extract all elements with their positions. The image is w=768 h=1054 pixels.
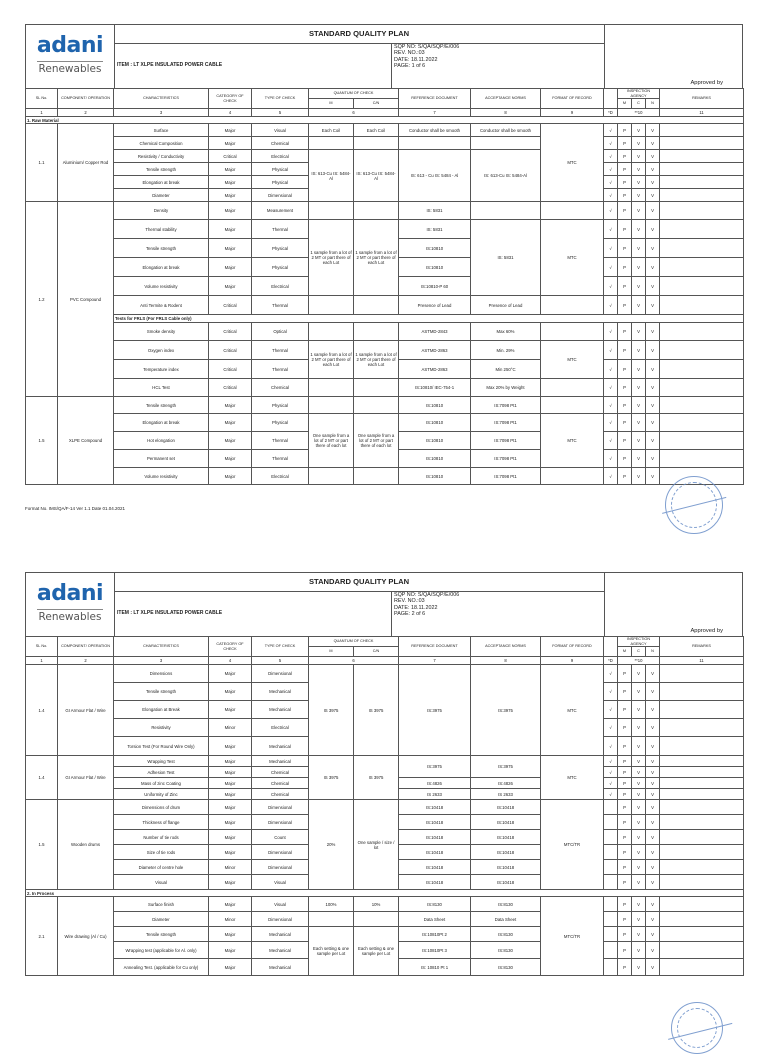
table-row: Elongation at break Major Physical One sample from a lot of 2 MT or part there of each lot One sample from a lot of 2 MT or part there of each lot IS:10810 IS:7098 Pt1 MTC √ P V V: [26, 414, 744, 432]
section-in-process: 2. In Process: [26, 890, 744, 897]
col-category: CATEGORY OF CHECK: [209, 89, 252, 109]
col-type: TYPE OF CHECK: [252, 89, 309, 109]
page-header: [25, 572, 743, 636]
logo-division: Renewables: [38, 63, 102, 75]
table-row: 2.1 Wire drawing (Al / Cu) Surface finish Major Visual 100% 10% IS:8130 IS:8130 MTC/TR P V V: [26, 897, 744, 912]
table-row: Volume resistivity Major Electrical IS:10810 IS:7098 Pt1 √ P V V: [26, 468, 744, 485]
table-row: Diameter Minor Dimensional Data Sheet Data Sheet P V V: [26, 912, 744, 927]
table-row: Volume resistivity Major Electrical IS:10810-P 60 √ P V V: [26, 277, 744, 296]
table-row: Mass of zinc Coating Major Chemical IS:4826 IS:4826 √ P V V: [26, 778, 744, 789]
col-remarks: REMARKS: [660, 89, 744, 109]
table-row: 1.4 GI Armour Flat / Wire Wrapping Test Major Mechanical IS 3975 IS 3975 IS:3975 IS:3975 MTC √ P V V: [26, 756, 744, 767]
table-row: Uniformity of Zinc Major Chemical IS 2633 IS 2633 √ P V V: [26, 789, 744, 800]
table-row: Diameter of centre hole Minor Dimensional IS:10418 IS:10418 P V V: [26, 860, 744, 875]
approved-by-label: Approved by: [690, 80, 723, 86]
document-meta: [392, 44, 606, 70]
logo-brand: adani: [36, 33, 104, 58]
table-row: Resistivity / Conductivity Critical Electrical IS: 613-Cu IS: 5484-Al IS: 613-Cu IS: 5484-Al IS: 613 - Cu IS: 5484 - Al IS: 613-Cu IS: 5484-Al √ P V V: [26, 150, 744, 163]
col-ref-doc: REFERENCE DOCUMENT: [399, 89, 471, 109]
logo-division: Renewables: [38, 611, 102, 623]
table-row: Torsion Test (For Round Wire Only) Major Mechanical √ P V V: [26, 737, 744, 756]
table-row: Permanent set Major Thermal IS:10810 IS:7098 Pt1 √ P V V: [26, 450, 744, 468]
col-record: FORMAT OF RECORD: [541, 89, 604, 109]
document-date: DATE: 18.11.2022: [394, 56, 438, 63]
table-row: Smoke density Critical Optical ASTMD-2843 Max 60% √ P V V: [26, 323, 744, 341]
table-row: Tensile strength Major Physical IS:10810 √ P V V: [26, 239, 744, 258]
table-row: Size of tie rods Major Dimensional IS:10418 IS:10418 P V V: [26, 845, 744, 860]
col-record: FORMAT OF RECORD: [541, 637, 604, 657]
table-row: 1.1 Aluminium/ Copper Rod Surface Major Visual Each Coil Each Coil Conductor shall be smooth Conductor shall be smooth MTC √ P V V: [26, 124, 744, 137]
table-row: Tensile strength Major Physical √ P V V: [26, 163, 744, 176]
logo-brand: adani: [36, 581, 104, 606]
table-row: Diameter Major Dimensional √ P V V: [26, 189, 744, 202]
col-ia-n: N: [646, 99, 660, 109]
approval-box: [604, 25, 745, 88]
quality-plan-table: SL No. COMPONENT/ OPERATION CHARACTERISTICS CATEGORY OF CHECK TYPE OF CHECK QUANTUM OF CHECK REFERENCE DOCUMENT ACCEPTANCE NORMS FORMAT OF RECORD INSPECTION AGENCY REMARKS M C/N M C N 1 2 3 4 5 6 7 8 9 *D **10 11 1.4 GI Armour Flat / Wire Dimensions Major Dimensional IS 3975 IS 3975 IS:3975 IS:3975 MTC √ P V V Tensile strength Major Mechanical √ P V V Elongation at Break Major Mechanical √ P V V Resistivity Minor Electrical √ P V V Torsion Test (For Round Wire Only) Major Mechanical √ P V V 1.4 GI Armour Flat / Wire Wrapping Test Major Mechanical IS 3975 IS 3975 IS:3975 IS:3975 MTC √ P V V Adhesion Test Major Chemical √ P V V Mass of zinc Coating Major Chemical IS:4826 IS:4826 √ P V V Uniformity of Zinc Major Chemical IS 2633 IS 2633 √ P V V 1.5 Wooden drums Dimensions of drum Major Dimensional 20% One sample / size / lot IS:10418 IS:10418 MTC/TR P V V Thickness of flange Major Dimensional IS:10418 IS:10418 P V V Number of tie rods Major Count IS:10418 IS:10418 P V V Size of tie rods Major Dimensional IS:10418 IS:10418 P V V Diameter of centre hole Minor Dimensional IS:10418 IS:10418 P V V Visual Major Visual IS:10418 IS:10418 P V V 2. In Process 2.1 Wire drawing (Al / Cu) Surface finish Major Visual 100% 10% IS:8130 IS:8130 MTC/TR P V V Diameter Minor Dimensional Data Sheet Data Sheet P V V Tensile strength Major Mechanical Each setting & one sample per Lot Each setting & one sample per Lot IS:10810Pt 2 IS:8130 P V V Wrapping test (applicable for Al. only) Major Mechanical IS:10810Pt 3 IS:8130 P V V Annealing Test. (applicable for Cu only) Major Mechanical IS: 10810 Pt 1 IS:8130 P V V: [25, 636, 744, 976]
col-remarks: REMARKS: [660, 637, 744, 657]
col-quantum: QUANTUM OF CHECK: [309, 89, 399, 99]
col-acceptance: ACCEPTANCE NORMS: [471, 637, 541, 657]
col-sl: SL No.: [26, 89, 58, 109]
sqp-number: SQP NO: S/QA/SQP/E/006: [394, 592, 460, 598]
col-ia-c: C: [632, 647, 646, 657]
frls-subheader: Tests for FRLS (For FRLS Cable only): [114, 315, 744, 323]
section-raw-material: 1. Raw Material: [26, 117, 744, 124]
col-inspection: INSPECTION AGENCY: [618, 89, 660, 99]
table-row: Number of tie rods Major Count IS:10418 IS:10418 P V V: [26, 830, 744, 845]
col-ia-m: M: [618, 647, 632, 657]
table-row: Wrapping test (applicable for Al. only) Major Mechanical IS:10810Pt 3 IS:8130 P V V: [26, 942, 744, 959]
table-row: Tensile strength Major Mechanical √ P V V: [26, 683, 744, 701]
plan-title: STANDARD QUALITY PLAN: [114, 25, 604, 44]
approval-box: [604, 573, 745, 636]
table-row: 1.5 Wooden drums Dimensions of drum Major Dimensional 20% One sample / size / lot IS:10418 IS:10418 MTC/TR P V V: [26, 800, 744, 815]
table-row: 1.5 XLPE Compound Tensile strength Major Physical IS:10810 IS:7098 Pt1 √ P V V: [26, 397, 744, 414]
col-acceptance: ACCEPTANCE NORMS: [471, 89, 541, 109]
table-row: Elongation at Break Major Mechanical √ P V V: [26, 701, 744, 719]
qap-page-2: [25, 572, 743, 976]
table-row: Thermal stability Major Thermal 1 sample from a lot of 2 MT or part there of each Lot 1 sample from a lot of 2 MT or part there of each Lot IS: 5831 IS: 5831 MTC √ P V V: [26, 220, 744, 239]
col-ia-n: N: [646, 647, 660, 657]
page-header: [25, 24, 743, 88]
approved-by-label: Approved by: [690, 628, 723, 634]
approval-stamp: [671, 1002, 723, 1054]
table-row: Elongation at break Major Physical IS:10810 √ P V V: [26, 258, 744, 277]
col-quantum-cn: C/N: [354, 99, 399, 109]
format-number: Format No. IMS/QA/F-14 Ver 1.1 Date 01.04.2021: [25, 506, 126, 511]
item-title: ITEM : LT XLPE INSULATED POWER CABLE: [114, 591, 392, 636]
company-logo: [26, 25, 115, 88]
quality-plan-table: SL No. COMPONENT/ OPERATION CHARACTERISTICS CATEGORY OF CHECK TYPE OF CHECK QUANTUM OF CHECK REFERENCE DOCUMENT ACCEPTANCE NORMS FORMAT OF RECORD INSPECTION AGENCY REMARKS M C/N M C N 1 2 3 4 5 6 7 8 9 *D **10 11 1. Raw Material 1.1 Aluminium/ Copper Rod Surface Major Visual Each Coil Each Coil Conductor shall be smooth Conductor shall be smooth MTC √ P V V Chemical Composition Major Chemical √ P V V Resistivity / Conductivity Critical Electrical IS: 613-Cu IS: 5484-Al IS: 613-Cu IS: 5484-Al IS: 613 - Cu IS: 5484 - Al IS: 613-Cu IS: 5484-Al √ P V V Tensile strength Major Physical √ P V V Elongation at break Major Physical √ P V V Diameter Major Dimensional √ P V V 1.2 PVC Compound Density Major Measurement IS: 5831 √ P V V Thermal stability Major Thermal 1 sample from a lot of 2 MT or part there of each Lot 1 sample from a lot of 2 MT or part there of each Lot IS: 5831 IS: 5831 MTC √ P V V Tensile strength Major Physical IS:10810 √ P V V Elongation at break Major Physical IS:10810 √ P V V Volume resistivity Major Electrical IS:10810-P 60 √ P V V Anti Termite & Rodent Critical Thermal Presence of Lead Presence of Lead √ P V V Tests for FRLS (For FRLS Cable only) Smoke density Critical Optical ASTMD-2843 Max 60% √ P V V Oxygen index Critical Thermal 1 sample from a lot of 2 MT or part there of each Lot 1 sample from a lot of 2 MT or part there of each Lot ASTMD-2863 Min. 29% MTC √ P V V Temperature index Critical Thermal ASTMD-2863 Min 250°C √ P V V HCL Test Critical Chemical IS:10810/ IEC-754-1 Max 20% by Weight √ P V V 1.5 XLPE Compound Tensile strength Major Physical IS:10810 IS:7098 Pt1 √ P V V Elongation at break Major Physical One sample from a lot of 2 MT or part there of each lot One sample from a lot of 2 MT or part there of each lot IS:10810 IS:7098 Pt1 MTC √ P V V Hot elongation Major Thermal IS:10810 IS:7098 Pt1 √ P V V Permanent set Major Thermal IS:10810 IS:7098 Pt1 √ P V V Volume resistivity Major Electrical IS:10810 IS:7098 Pt1 √ P V V: [25, 88, 744, 485]
table-row: 1.4 GI Armour Flat / Wire Dimensions Major Dimensional IS 3975 IS 3975 IS:3975 IS:3975 MTC √ P V V: [26, 665, 744, 683]
col-sl: SL No.: [26, 637, 58, 657]
col-quantum-m: M: [309, 647, 354, 657]
col-inspection: INSPECTION AGENCY: [618, 637, 660, 647]
col-ia-c: C: [632, 99, 646, 109]
document-date: DATE: 18.11.2022: [394, 604, 438, 611]
table-row: HCL Test Critical Chemical IS:10810/ IEC-754-1 Max 20% by Weight √ P V V: [26, 379, 744, 397]
document-meta: [392, 592, 606, 618]
table-row: Tensile strength Major Mechanical Each setting & one sample per Lot Each setting & one sample per Lot IS:10810Pt 2 IS:8130 P V V: [26, 927, 744, 942]
table-row: Hot elongation Major Thermal IS:10810 IS:7098 Pt1 √ P V V: [26, 432, 744, 450]
table-row: Oxygen index Critical Thermal 1 sample from a lot of 2 MT or part there of each Lot 1 sample from a lot of 2 MT or part there of each Lot ASTMD-2863 Min. 29% MTC √ P V V: [26, 341, 744, 360]
revision-number: REV. NO.:03: [394, 598, 425, 605]
table-row: Anti Termite & Rodent Critical Thermal Presence of Lead Presence of Lead √ P V V: [26, 296, 744, 315]
sqp-number: SQP NO: S/QA/SQP/E/006: [394, 44, 460, 50]
col-characteristics: CHARACTERISTICS: [114, 637, 209, 657]
col-type: TYPE OF CHECK: [252, 637, 309, 657]
table-row: Elongation at break Major Physical √ P V V: [26, 176, 744, 189]
col-ref-doc: REFERENCE DOCUMENT: [399, 637, 471, 657]
col-quantum: QUANTUM OF CHECK: [309, 637, 399, 647]
table-row: Thickness of flange Major Dimensional IS:10418 IS:10418 P V V: [26, 815, 744, 830]
table-row: 1.2 PVC Compound Density Major Measurement IS: 5831 √ P V V: [26, 202, 744, 220]
item-title: ITEM : LT XLPE INSULATED POWER CABLE: [114, 43, 392, 88]
table-row: Adhesion Test Major Chemical √ P V V: [26, 767, 744, 778]
col-component: COMPONENT/ OPERATION: [58, 637, 114, 657]
col-quantum-cn: C/N: [354, 647, 399, 657]
table-row: Chemical Composition Major Chemical √ P V V: [26, 137, 744, 150]
col-characteristics: CHARACTERISTICS: [114, 89, 209, 109]
plan-title: STANDARD QUALITY PLAN: [114, 573, 604, 592]
revision-number: REV. NO.:03: [394, 50, 425, 57]
table-row: Annealing Test. (applicable for Cu only) Major Mechanical IS: 10810 Pt 1 IS:8130 P V V: [26, 959, 744, 976]
table-row: Visual Major Visual IS:10418 IS:10418 P V V: [26, 875, 744, 890]
col-quantum-m: M: [309, 99, 354, 109]
company-logo: [26, 573, 115, 636]
approval-stamp: [665, 476, 723, 534]
page-number: PAGE: 1 of 6: [394, 63, 426, 70]
col-ia-m: M: [618, 99, 632, 109]
page-number: PAGE: 2 of 6: [394, 611, 426, 618]
table-row: [26, 315, 744, 323]
table-row: Resistivity Minor Electrical √ P V V: [26, 719, 744, 737]
qap-page-1: [25, 24, 743, 511]
col-component: COMPONENT/ OPERATION: [58, 89, 114, 109]
table-row: Temperature index Critical Thermal ASTMD-2863 Min 250°C √ P V V: [26, 360, 744, 379]
col-category: CATEGORY OF CHECK: [209, 637, 252, 657]
